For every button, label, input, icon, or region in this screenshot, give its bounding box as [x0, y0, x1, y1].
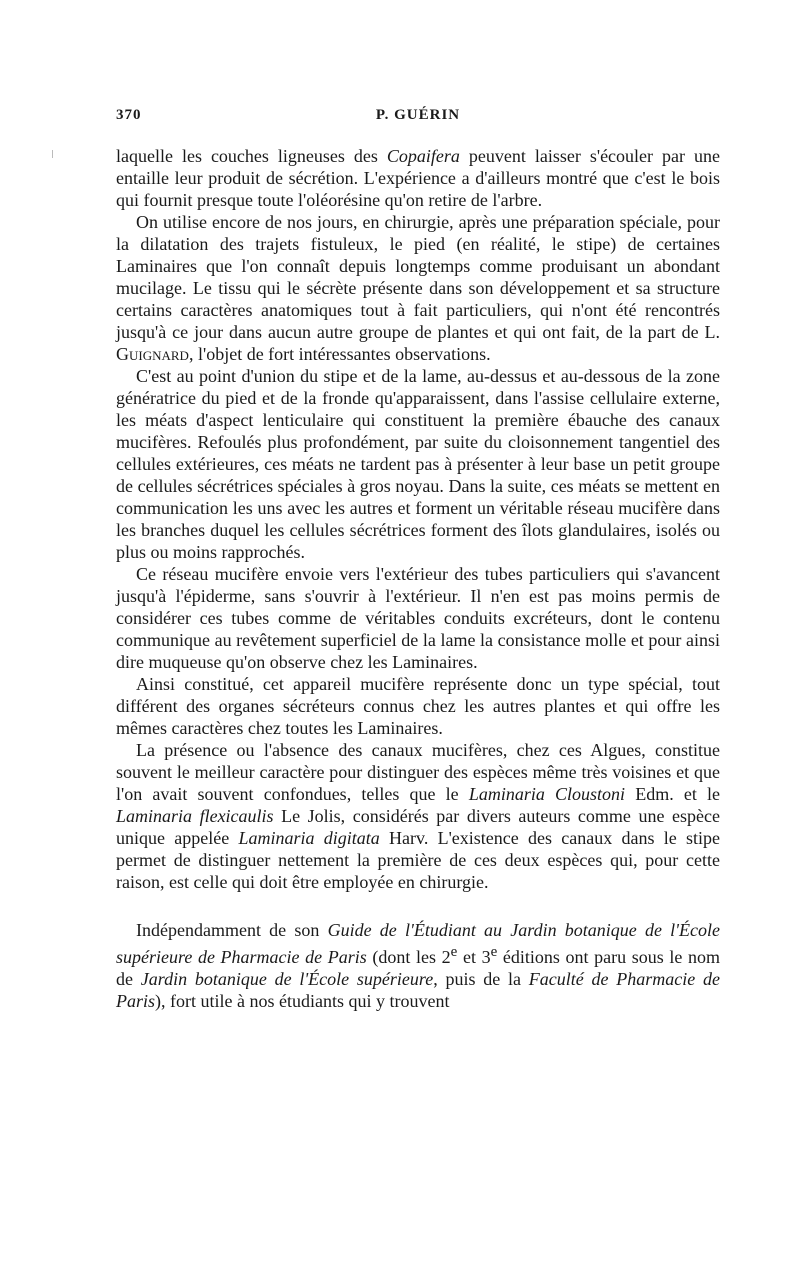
paragraph-2 [116, 211, 720, 365]
author-name: Guignard [116, 344, 189, 364]
text-run: peuvent laisser s'écouler par une entaille leur produit de sécrétion. L'expérience a d'ailleurs montré que c'est le bois qui fournit presque toute l'oléorésine qu'on retire de l'arbre. [116, 146, 720, 210]
margin-mark [52, 150, 57, 158]
text-run: Indépendamment de son [136, 920, 328, 940]
text-run: (dont les 2 [366, 947, 451, 967]
text-run: laquelle les couches ligneuses des [116, 146, 387, 166]
text-run: , l'objet de fort intéressantes observations. [188, 344, 491, 364]
running-title: P. GUÉRIN [375, 107, 461, 123]
superscript: e [490, 944, 498, 960]
paragraph-6 [116, 739, 720, 893]
book-title: Jardin botanique de l'École supérieure [140, 969, 434, 989]
paragraph-5: Ainsi constitué, cet appareil mucifère représente donc un type spécial, tout différent des organes sécréteurs connus chez les autres plantes et qui offre les mêmes caractères chez toutes les Laminaires. [116, 674, 720, 738]
species-name: Laminaria digitata [238, 828, 380, 848]
page-number: 370 [116, 107, 142, 123]
text-run: On utilise encore de nos jours, en chirurgie, après une préparation spéciale, pour la dilatation des trajets fistuleux, le pied (en réalité, le stipe) de certaines Laminaires que l'on connaît depuis longtemps comme produisant un abondant mucilage. Le tissu qui le sécrète présente dans son développement et sa structure certains caractères anatomiques tout à fait particuliers, qui n'ont été rencontrés jusqu'à ce jour dans aucun autre groupe de plantes et qui ont fait, de la part de L. [116, 212, 720, 342]
genus-name: Copaifera [386, 146, 460, 166]
superscript: e [450, 944, 458, 960]
text-run: ), fort utile à nos étudiants qui y trouvent [155, 991, 450, 1011]
species-name: Laminaria flexicaulis [116, 806, 274, 826]
paragraph-1 [116, 145, 720, 211]
page [116, 105, 720, 1012]
text-run: Edm. et le [625, 784, 721, 804]
body-text [116, 145, 720, 1012]
book-title: Guide de l'Étudiant au Jardin botanique de l'École supérieure de Pharmacie de Paris [116, 920, 720, 967]
text-run: Le Jolis, considérés par divers auteurs comme une espèce unique appelée [116, 806, 720, 848]
text-run: Harv. L'existence des canaux dans le stipe permet de distinguer nettement la première de ces deux espèces qui, pour cette raison, est celle qui doit être employée en chirurgie. [116, 828, 720, 892]
running-head [116, 105, 720, 129]
paragraph-7 [116, 919, 720, 1012]
text-run: éditions ont paru sous le nom de [116, 947, 721, 989]
paragraph-3: C'est au point d'union du stipe et de la lame, au-dessus et au-dessous de la zone génératrice du pied et de la fronde qu'apparaissent, dans l'assise cellulaire externe, les méats d'aspect lenticulaire qui constituent la première ébauche des canaux mucifères. Refoulés plus profondément, par suite du cloisonnement tangentiel des cellules extérieures, ces méats ne tardent pas à présenter à leur base un petit groupe de cellules sécrétrices spéciales à gros noyau. Dans la suite, ces méats se mettent en communication les uns avec les autres et forment un véritable réseau mucifère dans les branches duquel les cellules sécrétrices forment des îlots glandulaires, isolés ou plus ou moins rapprochés. [116, 366, 720, 562]
text-run: La présence ou l'absence des canaux mucifères, chez ces Algues, constitue souvent le meilleur caractère pour distinguer des espèces même très voisines et que l'on avait souvent confondues, telles que le [116, 740, 720, 804]
book-title: Faculté de Pharmacie de Paris [116, 969, 720, 1011]
species-name: Laminaria Cloustoni [468, 784, 626, 804]
paragraph-4: Ce réseau mucifère envoie vers l'extérieur des tubes particuliers qui s'avancent jusqu'à l'épiderme, sans s'ouvrir à l'extérieur. Il n'en est pas moins permis de considérer ces tubes comme de véritables conduits excréteurs, dont le contenu communique au revêtement superficiel de la lame la consistance molle et pour ainsi dire muqueuse qu'on observe chez les Laminaires. [116, 564, 720, 672]
text-run: , puis de la [433, 969, 529, 989]
text-run: et 3 [457, 947, 491, 967]
